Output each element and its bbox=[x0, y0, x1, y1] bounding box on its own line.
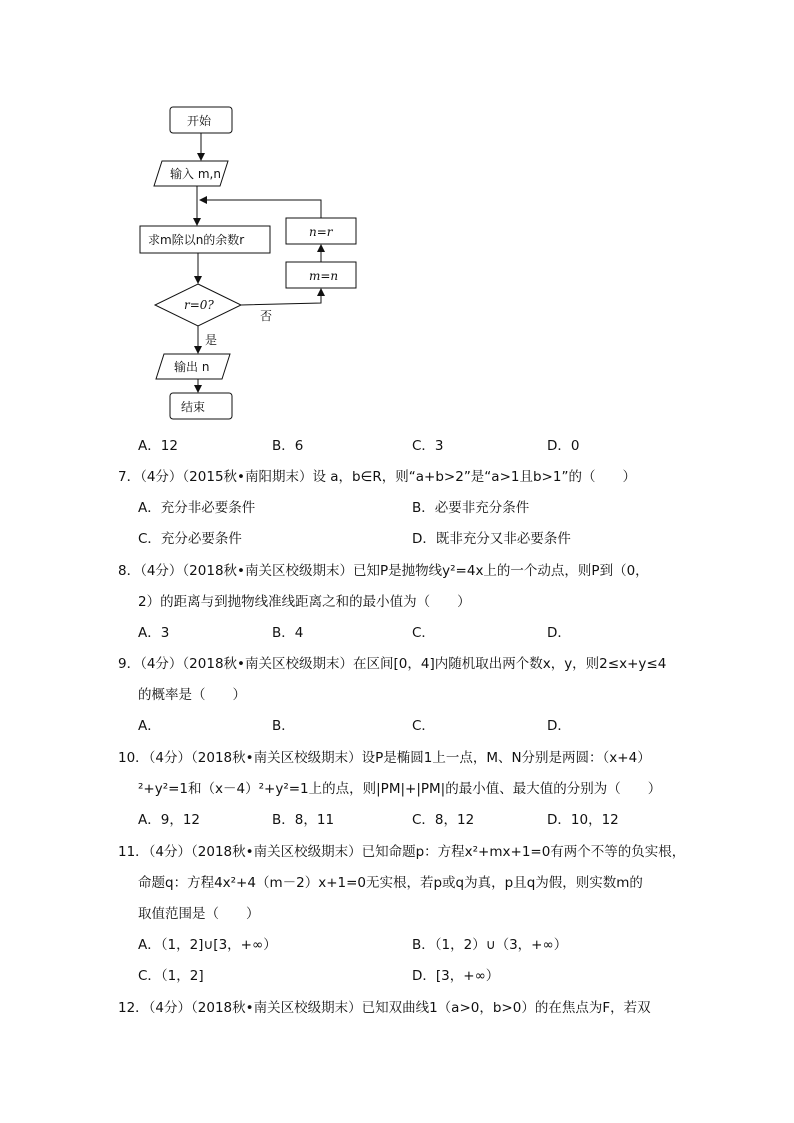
q11-option-d[interactable]: D．[3，+∞） bbox=[412, 968, 500, 984]
flow-output-label: 输出 n bbox=[174, 360, 210, 374]
q6-option-d[interactable]: D．0 bbox=[547, 438, 580, 454]
q8-stem-line1: 8．（4分）（2018秋•南关区校级期末）已知P是抛物线y²=4x上的一个动点，则P到（0， bbox=[118, 563, 649, 579]
q10-stem-line1: 10．（4分）（2018秋•南关区校级期末）设P是椭圆1上一点，M、N分别是两圆：（x+4） bbox=[118, 750, 651, 766]
q7-stem: 7．（4分）（2015秋•南阳期末）设 a，b∈R，则“a+b>2”是“a>1且b>1”的（ ） bbox=[118, 469, 636, 485]
flow-assign-m-label: m=n bbox=[309, 269, 339, 283]
q6-option-b[interactable]: B．6 bbox=[272, 438, 304, 454]
q9-stem-line2: 的概率是（ ） bbox=[138, 687, 246, 703]
q11-option-c[interactable]: C．（1，2] bbox=[138, 968, 204, 984]
q7-option-b[interactable]: B．必要非充分条件 bbox=[412, 500, 530, 516]
q9-option-a[interactable]: A． bbox=[138, 718, 161, 734]
q11-stem-line1: 11．（4分）（2018秋•南关区校级期末）已知命题p：方程x²+mx+1=0有两个不等的负实根， bbox=[118, 844, 686, 860]
q8-option-c[interactable]: C． bbox=[412, 625, 435, 641]
q11-option-b[interactable]: B．（1，2）∪（3，+∞） bbox=[412, 937, 568, 953]
algorithm-flowchart bbox=[0, 0, 794, 430]
q6-option-a[interactable]: A．12 bbox=[138, 438, 178, 454]
flow-input-label: 输入 m,n bbox=[170, 167, 221, 181]
q9-option-c[interactable]: C． bbox=[412, 718, 435, 734]
q6-option-c[interactable]: C．3 bbox=[412, 438, 444, 454]
q7-option-a[interactable]: A．充分非必要条件 bbox=[138, 500, 256, 516]
q9-option-b[interactable]: B． bbox=[272, 718, 295, 734]
flow-remainder-label: 求m除以n的余数r bbox=[148, 233, 245, 247]
q11-stem-line2: 命题q：方程4x²+4（m－2）x+1=0无实根，若p或q为真，p且q为假，则实数m的 bbox=[138, 875, 643, 891]
flow-end-label: 结束 bbox=[181, 400, 206, 414]
q12-stem-line1: 12．（4分）（2018秋•南关区校级期末）已知双曲线1（a>0，b>0）的在焦点为F，若双 bbox=[118, 1000, 651, 1016]
q8-option-b[interactable]: B．4 bbox=[272, 625, 304, 641]
q10-option-b[interactable]: B．8，11 bbox=[272, 812, 335, 828]
q9-option-d[interactable]: D． bbox=[547, 718, 571, 734]
flow-no-label: 否 bbox=[260, 309, 273, 323]
q11-stem-line3: 取值范围是（ ） bbox=[138, 906, 260, 922]
q8-option-d[interactable]: D． bbox=[547, 625, 571, 641]
q10-option-d[interactable]: D．10，12 bbox=[547, 812, 619, 828]
flow-start-label: 开始 bbox=[187, 114, 212, 128]
flow-assign-n-label: n=r bbox=[309, 225, 333, 239]
q8-stem-line2: 2）的距离与到抛物线准线距离之和的最小值为（ ） bbox=[138, 594, 471, 610]
q8-option-a[interactable]: A．3 bbox=[138, 625, 170, 641]
q10-option-a[interactable]: A．9，12 bbox=[138, 812, 201, 828]
q7-option-d[interactable]: D．既非充分又非必要条件 bbox=[412, 531, 571, 547]
q7-option-c[interactable]: C．充分必要条件 bbox=[138, 531, 242, 547]
q9-stem-line1: 9．（4分）（2018秋•南关区校级期末）在区间[0，4]内随机取出两个数x，y，则2≤x+y≤4 bbox=[118, 656, 667, 672]
flow-decision-label: r=0? bbox=[184, 298, 214, 312]
q10-stem-line2: ²+y²=1和（x－4）²+y²=1上的点，则|PM|+|PM|的最小值、最大值的分别为（ ） bbox=[138, 781, 662, 797]
flow-yes-label: 是 bbox=[205, 333, 218, 347]
q10-option-c[interactable]: C．8，12 bbox=[412, 812, 475, 828]
q11-option-a[interactable]: A．（1，2]∪[3，+∞） bbox=[138, 937, 277, 953]
